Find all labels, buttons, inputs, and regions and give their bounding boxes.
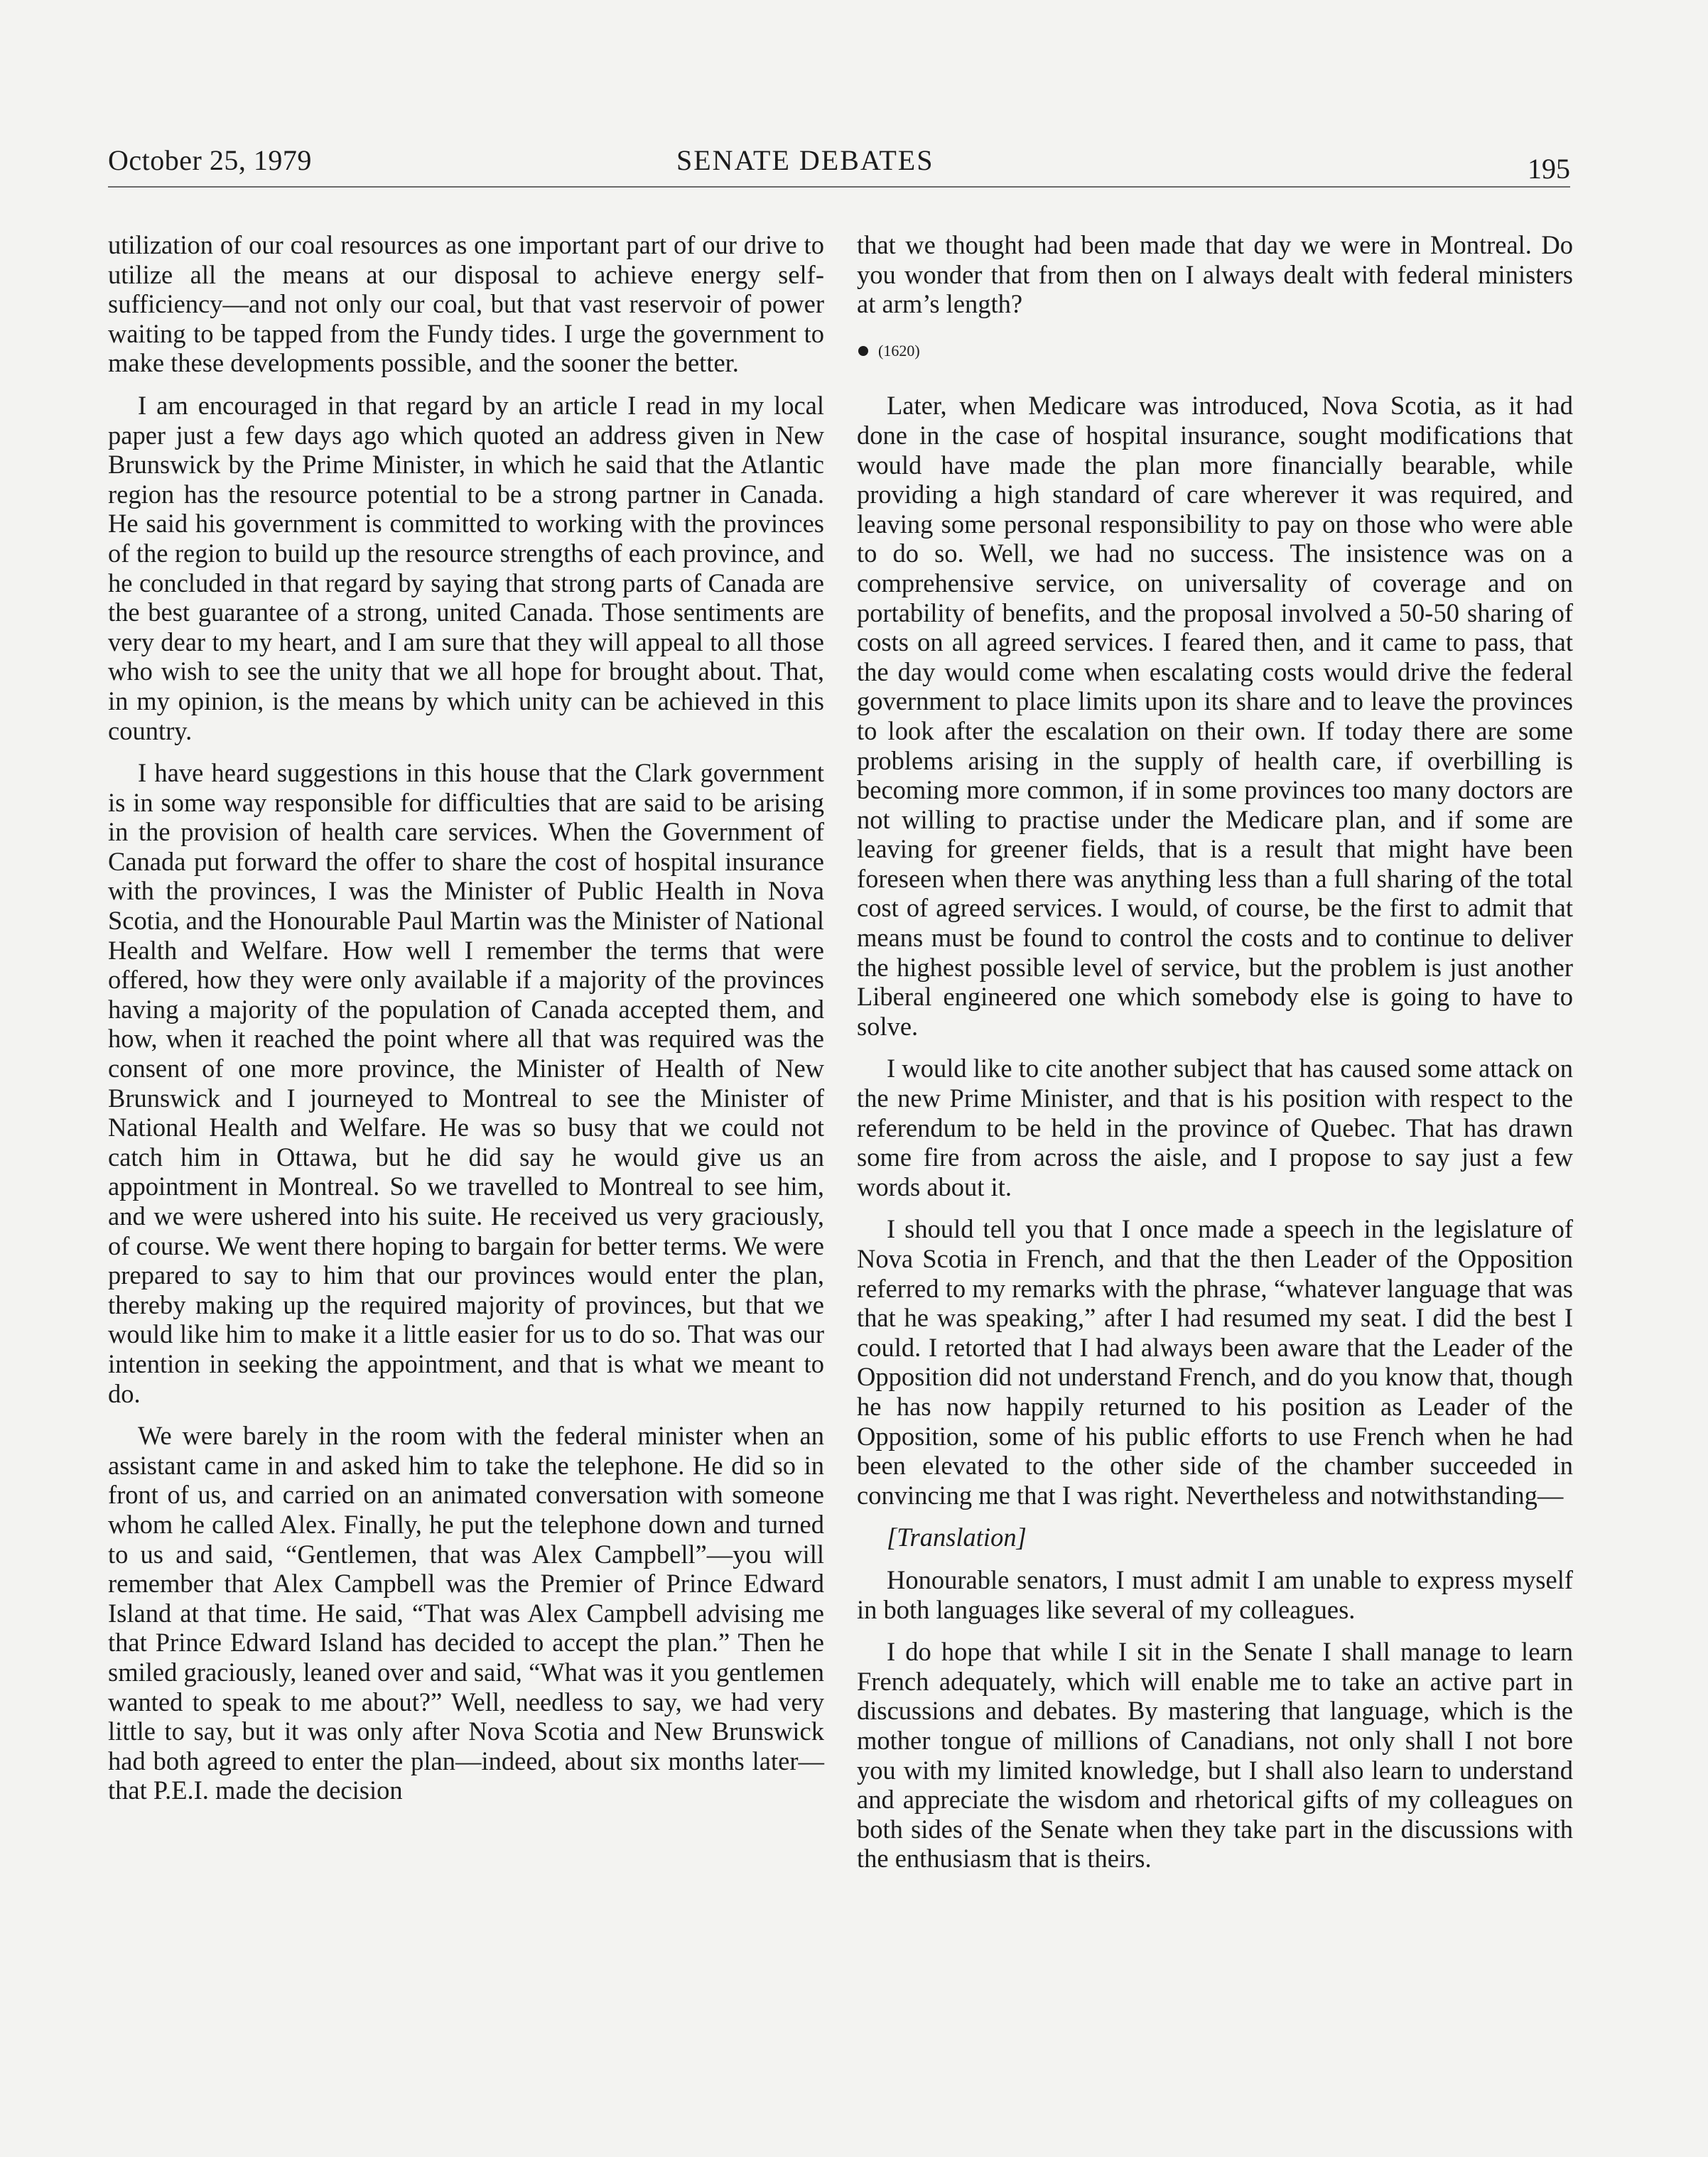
paragraph-continuation: that we thought had been made that day we were in Montreal. Do you wonder that from then on I always dealt with federal ministers at arm’s length?: [857, 230, 1573, 319]
bullet-icon: [858, 346, 868, 356]
page-header: [108, 141, 1570, 188]
paragraph: Later, when Medicare was introduced, Nova Scotia, as it had done in the case of hospital insurance, sought modifications that would have made the plan more financially bearable, while providing a high standard of care wherever it was required, and leaving some personal responsibility to pay on those who were able to do so. Well, we had no success. The insistence was on a comprehensive service, on universality of coverage and on portability of benefits, and the proposal involved a 50-50 sharing of costs on all agreed services. I feared then, and it came to pass, that the day would come when escalating costs would drive the federal government to place limits upon its share and to leave the provinces to look after the escalation on their own. If today there are some problems arising in the supply of health care, if overbilling is becoming more common, if in some provinces too many doctors are not willing to practise under the Medicare plan, and if some are leaving for greener fields, that is a result that might have been foreseen when there was anything less than a full sharing of the total cost of agreed services. I would, of course, be the first to admit that means must be found to control the costs and to continue to deliver the highest possible level of service, but the problem is just another Liberal engineered one which somebody else is going to have to solve.: [857, 391, 1573, 1041]
translation-label: [Translation]: [887, 1523, 1027, 1552]
paragraph: I would like to cite another subject that has caused some attack on the new Prime Minister, and that is his position with respect to the referendum to be held in the province of Quebec. That has drawn some fire from across the aisle, and I propose to say just a few words about it.: [857, 1054, 1573, 1201]
time-marker: [857, 336, 1573, 366]
paragraph: Honourable senators, I must admit I am unable to express myself in both languages like several of my colleagues.: [857, 1564, 1573, 1624]
paragraph: I have heard suggestions in this house that the Clark government is in some way responsible for difficulties that are said to be arising in the provision of health care services. When the Government of Canada put forward the offer to share the cost of hospital insurance with the provinces, I was the Minister of Public Health in Nova Scotia, and the Honourable Paul Martin was the Minister of National Health and Welfare. How well I remember the terms that were offered, how they were only available if a majority of the provinces having a majority of the population of Canada accepted them, and how, when it reached the point where all that was required was the consent of one more province, the Minister of Health of New Brunswick and I journeyed to Montreal to see the Minister of National Health and Welfare. He was so busy that we could not catch him in Ottawa, but he did say he would give us an appointment in Montreal. So we travelled to Montreal to see him, and we were ushered into his suite. He received us very graciously, of course. We went there hoping to bargain for better terms. We were prepared to say to him that our provinces would enter the plan, thereby making up the required majority of provinces, but that we would like him to make it a little easier for us to do so. That was our intention in seeking the appointment, and that is what we meant to do.: [108, 758, 824, 1408]
header-title: SENATE DEBATES: [676, 144, 934, 176]
paragraph: I should tell you that I once made a speech in the legislature of Nova Scotia in French, and that the then Leader of the Opposition referred to my remarks with the phrase, “whatever language that was that he was speaking,” after I had resumed my seat. I did the best I could. I retorted that I had always been aware that the Leader of the Opposition did not understand French, and do you know that, though he has now happily returned to his position as Leader of the Opposition, some of his public efforts to use French when he had been elevated to the other side of the chamber succeeded in convincing me that I was right. Nevertheless and notwithstanding—: [857, 1214, 1573, 1510]
left-column: [108, 230, 824, 1818]
paragraph: I do hope that while I sit in the Senate I shall manage to learn French adequately, which will enable me to take an active part in discussions and debates. By mastering that language, which is the mother tongue of millions of Canadians, not only shall I not bore you with my limited knowledge, but I shall also learn to understand and appreciate the wisdom and rhetorical gifts of my colleagues on both sides of the Senate when they take part in the discussions with the enthusiasm that is theirs.: [857, 1637, 1573, 1874]
paragraph: utilization of our coal resources as one important part of our drive to utilize all the means at our disposal to achieve energy self-sufficiency—and not only our coal, but that vast reservoir of power waiting to be tapped from the Fundy tides. I urge the government to make these developments possible, and the sooner the better.: [108, 230, 824, 378]
time-marker-label: (1620): [878, 341, 920, 360]
paragraph: We were barely in the room with the federal minister when an assistant came in and asked him to take the telephone. He did so in front of us, and carried on an animated conversation with someone whom he called Alex. Finally, he put the telephone down and turned to us and said, “Gentlemen, that was Alex Campbell”—you will remember that Alex Campbell was the Premier of Prince Edward Island at that time. He said, “That was Alex Campbell advising me that Prince Edward Island has decided to accept the plan.” Then he smiled graciously, leaned over and said, “What was it you gentlemen wanted to speak to me about?” Well, needless to say, we had very little to say, but it was only after Nova Scotia and New Brunswick had both agreed to enter the plan—indeed, about six months later—that P.E.I. made the decision: [108, 1421, 824, 1805]
header-date: October 25, 1979: [108, 144, 312, 176]
right-column: [857, 230, 1573, 1886]
page-number: 195: [1528, 153, 1570, 185]
paragraph: I am encouraged in that regard by an article I read in my local paper just a few days ago which quoted an address given in New Brunswick by the Prime Minister, in which he said that the Atlantic region has the resource potential to be a strong partner in Canada. He said his government is committed to working with the provinces of the region to build up the resource strengths of each province, and he concluded in that regard by saying that strong parts of Canada are the best guarantee of a strong, united Canada. Those sentiments are very dear to my heart, and I am sure that they will appeal to all those who wish to see the unity that we all hope for brought about. That, in my opinion, is the means by which unity can be achieved in this country.: [108, 390, 824, 745]
